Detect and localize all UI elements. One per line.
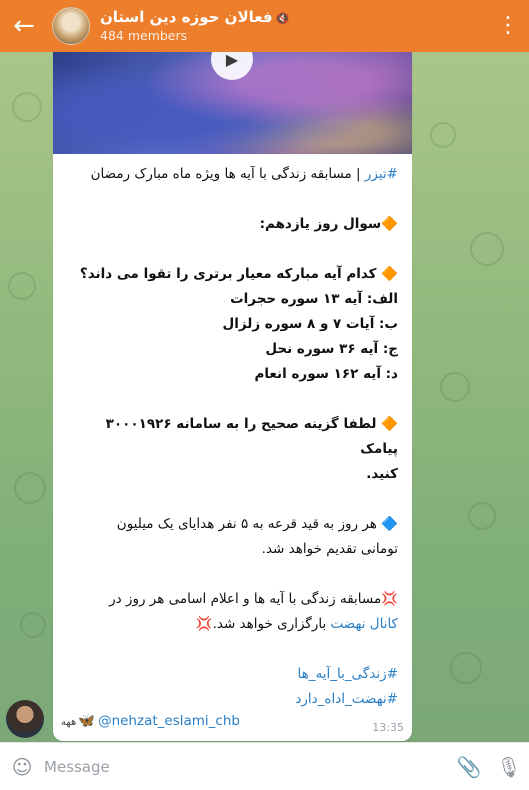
signature [61, 713, 240, 729]
blank-line [65, 487, 398, 512]
message-bubble[interactable] [53, 52, 412, 741]
chat-header [0, 0, 529, 52]
channel-title [100, 8, 289, 28]
paperclip-icon: 📎 [456, 754, 482, 779]
arrow-left-icon: ← [13, 11, 35, 41]
hashtag-link-2[interactable]: #نهضت_اداه_دارد [295, 691, 398, 707]
channel-title-block[interactable] [100, 8, 289, 44]
prize-text: 🔷 هر روز به قید قرعه به ۵ نفر هدایای یک میلیون [116, 516, 398, 532]
option-b: ب: آیات ۷ و ۸ سوره زلزال [222, 316, 398, 332]
teaser-text: | مسابقه زندگی با آیه ها ویژه ماه مبارک رمضان [90, 166, 365, 182]
blank-line [65, 637, 398, 662]
sms-instruction: 🔶 لطفا گزینه صحیح را به سامانه ۳۰۰۰۱۹۲۶ پیامک [105, 416, 398, 457]
blank-line [65, 562, 398, 587]
play-icon: ▶ [225, 52, 239, 69]
microphone-icon: 🎙 [496, 754, 522, 779]
option-c: ج: آیه ۳۶ سوره نحل [265, 341, 398, 357]
message-text [53, 154, 412, 712]
attach-button[interactable] [449, 755, 489, 779]
message-input[interactable] [44, 758, 449, 776]
message-time: 13:35 [372, 721, 404, 734]
message-footer [53, 701, 412, 741]
channel-link[interactable]: کانال نهضت [330, 616, 398, 632]
butterfly-icon: 🦋 [78, 713, 96, 729]
question-text: 🔶 کدام آیه مبارکه معیار برتری را تقوا می داند؟ [79, 266, 398, 282]
video-thumbnail[interactable] [53, 52, 412, 154]
emoji-icon: ☺ [11, 754, 33, 779]
announcement-text-cont [65, 612, 398, 637]
signature-mark: ههه [61, 717, 77, 728]
prize-text-cont: تومانی تقدیم خواهد شد. [261, 541, 398, 557]
more-menu-button[interactable] [497, 13, 519, 39]
channel-avatar[interactable] [52, 7, 90, 45]
announcement-rest: بارگزاری خواهد شد. [212, 616, 331, 632]
anger-emoji: 💢 [195, 616, 213, 632]
announcement-text: 💢مسابقه زندگی با آیه ها و اعلام اسامی هر روز در [109, 591, 398, 607]
play-button[interactable] [211, 52, 253, 80]
blank-line [65, 387, 398, 412]
teaser-line [65, 162, 398, 187]
question-day-heading: 🔶سوال روز یازدهم: [259, 216, 398, 232]
muted-speaker-icon: 🔇 [275, 12, 290, 25]
option-a: الف: آیه ۱۳ سوره حجرات [230, 291, 398, 307]
back-button[interactable] [0, 0, 48, 52]
sms-instruction-cont: کنید. [366, 466, 398, 482]
hashtag-teaser-link[interactable]: #تیزر [364, 166, 398, 182]
option-d: د: آیه ۱۶۲ سوره انعام [254, 366, 398, 382]
blank-line [65, 237, 398, 262]
hashtag-link-1[interactable]: #زندگی_با_آیه_ها [297, 666, 398, 682]
channel-name: فعالان حوزه دین استان [100, 8, 273, 26]
sender-avatar[interactable] [6, 700, 44, 738]
voice-button[interactable] [489, 755, 529, 779]
signature-link[interactable]: @nehzat_eslami_chb [98, 713, 240, 729]
emoji-button[interactable] [0, 755, 44, 779]
member-count: 484 members [100, 28, 188, 43]
blank-line [65, 187, 398, 212]
more-vertical-icon: ⋮ [497, 13, 519, 38]
message-composer [0, 742, 529, 790]
